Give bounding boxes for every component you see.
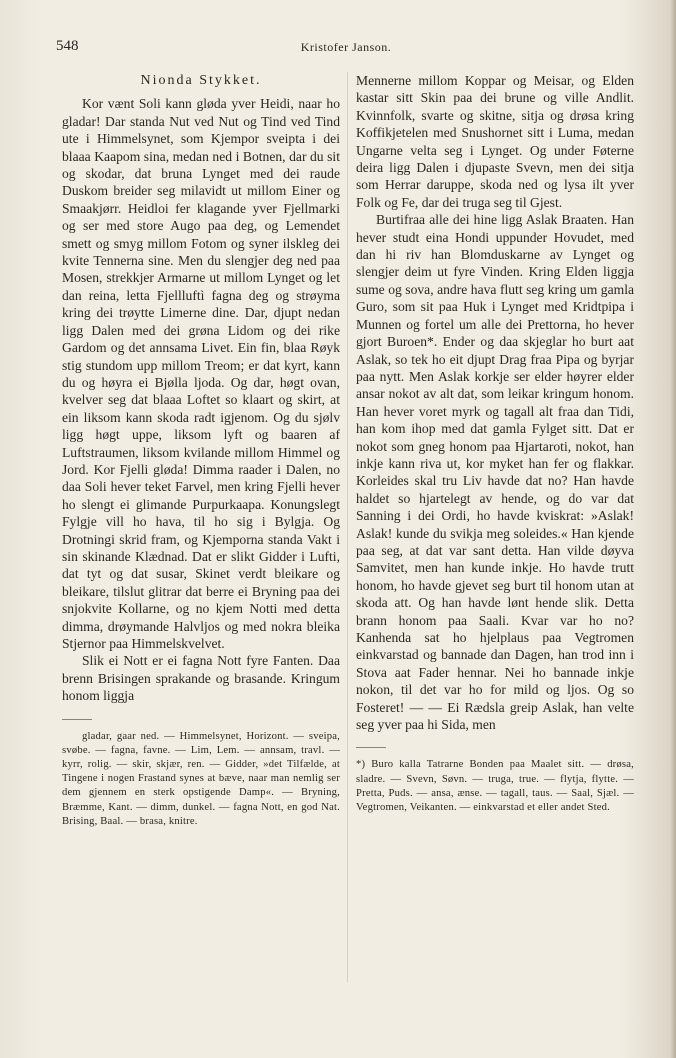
right-paragraph-1: Mennerne millom Koppar og Meisar, og Elden kastar sitt Skin paa dei brune og ville Andlit. Kvinnfolk, svarte og skitne, sitja og drøsa kring Koffikjetelen med Snushornet sitt i Luma, medan Ungarne velta seg i Lynget. Og under Føterne deira ligg Dalen i djupaste Svevn, men dei sitja som Herrar daruppe, skoda ned og lysa ilt yver Folk og Fe, dar dei truga seg til Gjest. — [356, 73, 634, 210]
page-header — [56, 38, 636, 56]
page-number: 548 — [56, 38, 79, 54]
page-edge-shadow — [670, 0, 676, 1058]
left-paragraph-1: Kor vænt Soli kann gløda yver Heidi, naar ho gladar! Dar standa Nut ved Nut og Tind ved Tind ute i Himmelsynet, som Kjempor sveipta i dei blaaa Kaapom sina, medan ned i Botnen, dar du sit og skodar, dat bruna Lynget med dei raude Duskom breider seg milavidt ut millom Einer og Smaakjørr. Heidloi fer klagande yver Fjellmarki og ser med store Augo paa deg, og Lemendet smett og smyg millom Fotom og syner ilskleg dei kvite Tennerna sine. Men du slengjer deg ned paa Mosen, strekkjer Armarne ut millom Lynget og let dan reina, letta Fjellluftì fagna deg og strøyma kring dei trøytte Limerne dine. Dar, djupt nedan ligg Dalen med dei grøna Lidom og dei rike Gardom og det annsama Livet. Ein fin, blaa Røyk stig stundom upp millom Treom; er dat kyrt, kann du og høyra ei Bjølla ljoda. Og dar, høgt ovan, kvelver seg dat blaaa Loftet so klaart og skirt, at ein liksom kann skoda radt igjenom. Og du sjølv ligg høgt uppe, liksom lyft og baaren af Luftstraumen, liksom kvilande millom Himmel og Jord. Kor Fjelli gløda! Dimma raader i Dalen, no daa Soli hever teket Farvel, men kring Fjelli hever ho slengt ei glimande Purpurkaapa. Konungslegt Fylgje vill ho hava, til ho sig i Bylgja. Og Drotningi skrid fram, og Kjemporna standa Vakt i sin skinande Klædnad. Dat er slikt Gidder i Lufti, dat tyt og dat susar, Skinet verdt bleikare og bleikare, tilslut glitrar dat berre ei Bryning paa dei snjokvite Kollarne, og no kjem Notti med detta dimma, drøymande Halvljos og med nokra bleika Stjernor paa Himmelskvelvet. — [62, 96, 340, 651]
right-footnotes: *) Buro kalla Tatrarne Bonden paa Maalet sitt. — drøsa, sladre. — Svevn, Søvn. — truga, true. — flytja, flytte. — Pretta, Puds. — ansa, ænse. — tagall, taus. — Saal, Sjæl. — Vegtromen, Veikanten. — einkvarstad et eller andet Sted. — [356, 759, 634, 814]
left-paragraph-2: Slik ei Nott er ei fagna Nott fyre Fanten. Daa brenn Brisingen sprakande og brasande. Kringum honom liggja — [62, 653, 340, 704]
footnote-rule-left — [62, 719, 92, 720]
chapter-title: Nionda Stykket. — [140, 73, 262, 88]
column-divider — [347, 72, 348, 982]
right-column — [356, 72, 634, 815]
left-column — [62, 72, 340, 829]
running-head: Kristofer Janson. — [300, 40, 392, 54]
right-paragraph-2: Burtifraa alle dei hine ligg Aslak Braaten. Han hever studt eina Hondi uppunder Hovudet, med dan hi riv han Blomduskarne av Lynget og slengjer deim ut fyre Vinden. Kring Elden liggja sume og sova, andre hava flutt seg kring um gamla Guro, som sit paa Huk i Lynget med Kridtpipa i Munnen og fortel um alle dei Prettorna, ho hever gjort Buroen*. Ender og daa skjeglar ho burt aat Aslak, so tek ho eit djupt Drag fraa Pipa og byrjar paa nytt. Men Aslak korkje ser elder høyrer elder ansar nokot av alt dat, som leikar kringum honom. Han hever voret myrk og tagall alt fraa dan Tidi, han kom ihop med dat gamla Fylget sitt. Dat er nokot som gneg honom paa Hjartaroti, nokot, han inkje kann riva ut, kor myket han fer og flakkar. Korleides skal tru Liv havde dat no? Han havde haldet so hjartelegt av hende, og do var dat Sanning i dei Ordi, ho havde kviskrat: »Aslak! Aslak! kunde du svikja meg soleides.« Han kjende paa seg, at dat var sant detta. Han vilde døyva Samvitet, men han kunde inkje. Ho havde trutt honom, ho havde gjevet seg burt til honom utan at skoda att. Og han havde lønt hende slik. Detta brann honom paa Saali. Kvar var ho no? Kanhenda sat ho hjelplaus paa Vegtromen einkvarstad og bannade dan Dagen, han trod inn i Stova aat Fader hennar. Nei ho bannade inkje nokon, til det var ho for mild og ljos. Og so Fosteret! — — Ei Rædsla greip Aslak, han velte seg yver paa hi Sida, men — [356, 212, 634, 733]
footnote-rule-right — [356, 747, 386, 748]
left-footnotes: gladar, gaar ned. — Himmelsynet, Horizont. — sveipa, svøbe. — fagna, favne. — Lim, Lem. — annsam, travl. — kyrr, rolig. — skir, skjær, ren. — Gidder, »det Tilfælde, at Tingene i nogen Frastand synes at bæve, naar man nemlig ser dem gjennem en sterk opstigende Damp«. — Bryning, Bræmme, Kant. — dimm, dunkel. — fagna Nott, en god Nat. Brising, Baal. — brasa, knitre. — [62, 730, 340, 827]
